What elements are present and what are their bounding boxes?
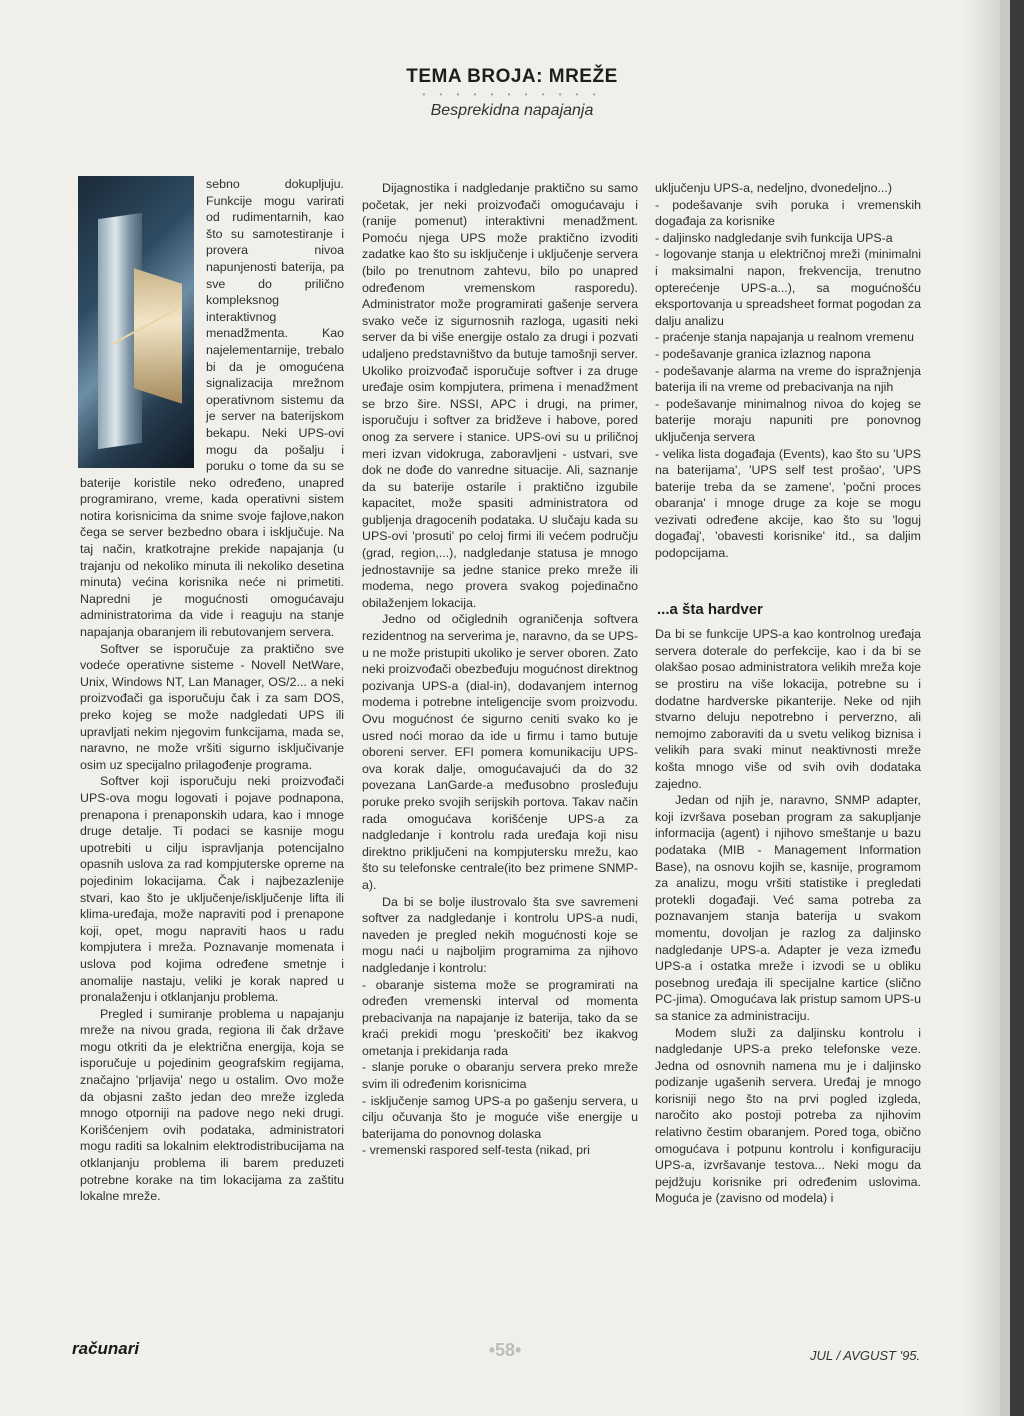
list-item: - obaranje sistema može se programirati na određen vremenski interval od momenta prebacivanja na napajanje iz baterija, tako da se kraći prekidi mogu 'preskočiti' bez ikakvog ometanja i prekidanja rada [362, 977, 638, 1058]
photo-wrap-space [80, 176, 206, 472]
header-dots-divider: • • • • • • • • • • • [422, 90, 602, 99]
text-column-2 [362, 180, 638, 1159]
list-item: - praćenje stanja napajanja u realnom vremenu [655, 330, 914, 345]
list-item: - podešavanje granica izlaznog napona [655, 346, 871, 361]
paragraph: Softver se isporučuje za praktično sve vodeće operativne sisteme - Novell NetWare, Unix, Windows NT, Lan Manager, OS/2... a neki proizvođači ga isporučuju čak i za sam DOS, preko kojeg se može nadgledati UPS ili upravljati nekim njegovim funkcijama, mada se, naravno, ne može vršiti sigurno isključivanje osim uz specijalno prilagođenje programa. [80, 641, 344, 772]
list-item: - podešavanje alarma na vreme do ispražnjenja baterija ili na vreme od prebacivanja na njih [655, 363, 921, 395]
issue-date: JUL / AVGUST '95. [810, 1348, 921, 1363]
text-column-3 [655, 180, 921, 1207]
list-item: - daljinsko nadgledanje svih funkcija UPS-a [655, 230, 893, 245]
page-number: •58• [488, 1340, 522, 1360]
list-item: - velika lista događaja (Events), kao što su 'UPS na baterijama', 'UPS self test prošao', 'UPS baterije treba da se zamene', 'počni proces obaranja' i mnoge druge za koje se mogu vezivati određene akcije, kao što su 'loguj događaj', 'obavesti korisnike' itd., sa daljim podopcijama. [655, 446, 921, 561]
list-item: - podešavanje svih poruka i vremenskih događaja za korisnike [655, 197, 921, 229]
text-column-1 [80, 176, 344, 1205]
paragraph: Pregled i sumiranje problema u napajanju mreže na nivou grada, regiona ili čak države mogu otkriti da je električna energija, koja se isporučuje u pojedinim geografskim regijama, značajno 'prljavija' nego u ostalim. Ovo može da objasni zašto jedan deo mreže izgleda mnogo otporniji na padove nego neki drugi. Korišćenjem ovih podataka, administratori mogu raditi sa lokalnim elektrodistribucijama na otklanjanju problema ili barem preduzeti potrebne korake na tim lokacijama za zaštitu lokalne mreže. [80, 1006, 344, 1204]
list-item: uključenju UPS-a, nedeljno, dvonedeljno...) [655, 181, 892, 195]
article-title: Besprekidna napajanja [430, 102, 594, 119]
page-header [0, 66, 1024, 120]
list-item: - slanje poruke o obaranju servera preko mreže svim ili određenim korisnicima [362, 1060, 638, 1092]
paragraph: Jedan od njih je, naravno, SNMP adapter, koji izvršava poseban program za sakupljanje informacija (agent) i njihovo smeštanje u bazu podataka (MIB - Management Information Base), na osnovu kojih se, kasnije, programom za analizu, mogu vršiti statistike i pregledati protekli događaji. Već sama potreba za poznavanjem stanja baterija u svakom momentu, dovoljan je razlog za daljinsko nadgledanje UPS-a. Adapter je veza između UPS-a i ostatka mreže i izvodi se u obliku posebnog uređaja ili specijalne kartice (slično PC-jima). Omogućava lak pristup samom UPS-u sa stanice za administraciju. [655, 793, 921, 1023]
section-title: TEMA BROJA: MREŽE [406, 66, 618, 87]
subheading: ...a šta hardver [657, 600, 763, 618]
paragraph: Dijagnostika i nadgledanje praktično su samo početak, jer neki proizvođači omogućavaju i (ranije pomenut) interaktivni menadžment. Pomoću njega UPS može praktično izvoditi zadatke kao što su isključenje i uključenje servera (bilo po trenutnom zahtevu, bilo po unapred određenom vremenskom rasporedu). Administrator može programirati gašenje servera svako veče iz sigurnosnih razloga, ugasiti neki server da bi više energije ostalo za drugi i pozvati udaljeno predstavništvo da butuje tamošnji server. Ukoliko proizvođač isporučuje softver i za druge uređaje osim kompjutera, primena i menadžment se brzo šire. NSSI, APC i drugi, na primer, isporučuju i softver za bridževe i habove, pored onog za servere i stanice. UPS-ovi su u priličnoj meri izvan vidokruga, zaboravljeni - ustvari, sve dok ne dođe do vanredne situacije. Ali, saznanje da su baterije ostarile i praktično izgubile kapacitet, može spasiti administratora od gubljenja dragocenih podataka. U slučaju kada su UPS-ovi 'prosuti' po celoj firmi ili većem području (grad, region,...), nadgledanje statusa je mnogo jednostavnije sa jedne stanice preko mreže ili modema, nego provera svakog pojedinačno obilaženjem lokacija. [362, 181, 638, 610]
paragraph: Jedno od očiglednih ograničenja softvera rezidentnog na serverima je, naravno, da se UPS-u ne može pristupiti ukoliko je server oboren. Zato neki proizvođači obezbeđuju mogućnost direktnog pozivanja UPS-a (dial-in), dodavanjem internog modema i potrebne inteligencije svom proizvodu. Ovu mogućnost će sigurno ceniti svako ko je usred noći morao da ide u firmu i tamo butuje oboreni server. EFI pomera komunikaciju UPS-ova korak dalje, omogućavajući da do 32 povezana LanGarde-a međusobno prosleđuju poruke preko svojih serijskih portova. Takav način rada omogućava korišćenje UPS-a za nadgledanje i kontrolu rada uređaja koji nisu direktno priključeni na kompjutersku mrežu, kao što su telefonske centrale(ito bez primene SNMP-a). [362, 612, 638, 892]
paragraph: Softver koji isporučuju neki proizvođači UPS-ova mogu logovati i pojave podnapona, prenapona i prenaponskih udara, kao i mnoge druge detalje. Ti podaci se kasnije mogu upotrebiti u cilju ispravljanja potencijalno opasnih uslova za rad kompjuterske opreme na pojedinim lokacijama. Čak i najbezazlenije stvari, kao što je uključenje/isključenje lifta ili klima-uređaja, može napraviti pod i prenapone koji, opet, mogu napraviti haos u radu kompjutera i mreža. Poznavanje momenata i uslova pod kojima određene smetnje i anomalije nastaju, veliki je korak napred u pronalaženju i otklanjanju problema. [80, 774, 344, 1005]
list-item: - isključenje samog UPS-a po gašenju servera, u cilju očuvanja što je moguće više energije u baterijama do ponovnog dolaska [362, 1093, 638, 1141]
paragraph: Da bi se bolje ilustrovalo šta sve savremeni softver za nadgledanje i kontrolu UPS-a nudi, naveden je pregled nekih mogućnosti koje se mogu naći u najboljim programima za njihovo nadgledanje i kontrolu: [362, 894, 638, 975]
page-edge [1010, 0, 1024, 1416]
paragraph: Modem služi za daljinsku kontrolu i nadgledanje UPS-a preko telefonske veze. Jedna od osnovnih namena mu je i daljinsko podizanje ugašenih servera. Uređaj je mnogo korisniji nego što na prvi pogled izgleda, naročito ako postoji potreba za njihovim relativno čestim obaranjem. Pored toga, obično omogućava i potpunu kontrolu i konfiguraciju UPS-a, izvršavanje testova... Neki mogu da pejdžuju korisnike pri određenim uslovima. Moguća je (zavisno od modela) i [655, 1025, 921, 1206]
list-item: - logovanje stanja u električnoj mreži (minimalni i maksimalni napon, frekvencija, trenutno opterećenje UPS-a...), sa mogućnošću eksportovanja u spreadsheet format pogodan za dalju analizu [655, 247, 921, 328]
list-item: - vremenski raspored self-testa (nikad, pri [362, 1143, 590, 1158]
paragraph: Da bi se funkcije UPS-a kao kontrolnog uređaja servera doterale do perfekcije, kao i da bi se olakšao posao administratora velikih mreža koje se prostiru na više lokacija, potrebne su i dodatne hardverske pikanterije. Neke od njih stvarno deluju nepotrebno i perverzno, ali nemojmo zaboraviti da u svetu velikog biznisa i velikih para svaki minut neaktivnosti mreže košta mnogo više od svih ovih dodataka zajedno. [655, 627, 921, 791]
magazine-logo: računari [72, 1339, 140, 1358]
paragraph: sebno dokupljuju. Funkcije mogu varirati od rudimentarnih, kao što su samotestiranje i provera nivoa napunjenosti baterija, pa sve do prilično kompleksnog interaktivnog menadžmenta. Kao najelementarnije, trebalo bi da je omogućena signalizacija mrežnom operativnom sistemu da je server na baterijskom bekapu. Neki UPS-ovi mogu da pošalju i poruku o tome da su se baterije koristile neko određeno, unapred programirano, vreme, kada operativni sistem notira korisnicima da snime svoje fajlove,nakon čega se server bezbedno obara i isključuje. Na taj način, kratkotrajne prekide napajanja (u trajanju od nekoliko minuta ili nekoliko desetina minuta) većina korisnika neće ni primetiti. Napredni je mogućnosti omogućavaju administratorima da vide i reaguju na stanje napajanja obaranjem ili rebutovanjem servera. [80, 177, 344, 640]
list-item: - podešavanje minimalnog nivoa do kojeg se baterije moraju napuniti pre ponovnog uključenja servera [655, 396, 921, 444]
page-edge-inner [1000, 0, 1010, 1416]
